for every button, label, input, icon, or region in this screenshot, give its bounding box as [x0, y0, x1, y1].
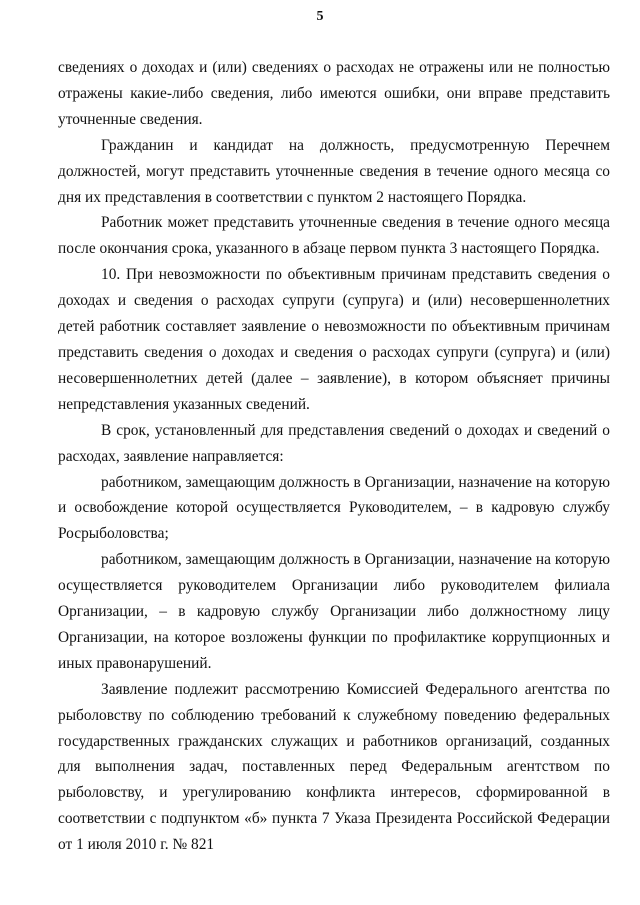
paragraph-recipient-rosrybolovstvo: работником, замещающим должность в Организации, назначение на которую и освобождение которой осуществляется Руководителем, – в кадровую службу Росрыболовства; — [58, 473, 610, 543]
page-number: 5 — [316, 9, 324, 24]
paragraph-continuation: сведениях о доходах и (или) сведениях о расходах не отражены или не полностью отражены какие-либо сведения, либо имеются ошибки, они вправе представить уточненные сведения. — [58, 59, 610, 128]
paragraph-employee-correction: Работник может представить уточненные сведения в течение одного месяца после окончания срока, указанного в абзаце первом пункта 3 настоящего Порядка. — [58, 214, 610, 258]
paragraph-deadline: В срок, установленный для представления сведений о доходах и сведений о расходах, заявление направляется: — [58, 421, 610, 465]
paragraph-commission-review: Заявление подлежит рассмотрению Комиссией Федерального агентства по рыболовству по соблюдению требований к служебному поведению федеральных государственных гражданских служащих и работников организаций, созданных для выполнения задач, поставленных перед Федеральным агентством по рыболовству, и урегулированию конфликта интересов, сформированной в соответствии с подпунктом «б» пункта 7 Указа Президента Российской Федерации от 1 июля 2010 г. № 821 — [58, 680, 610, 854]
paragraph-recipient-organization: работником, замещающим должность в Организации, назначение на которую осуществляется руководителем Организации либо руководителем филиала Организации, – в кадровую службу Организации либо должностному лицу Организации, на которое возложены функции по профилактике коррупционных и иных правонарушений. — [58, 551, 610, 672]
document-body — [58, 55, 610, 858]
paragraph-item-10: 10. При невозможности по объективным причинам представить сведения о доходах и сведения о расходах супруги (супруга) и (или) несовершеннолетних детей работник составляет заявление о невозможности по объективным причинам представить сведения о доходах и сведения о расходах супруги (супруга) и (или) несовершеннолетних детей (далее – заявление), в котором объясняет причины непредставления указанных сведений. — [58, 266, 610, 413]
paragraph-candidate-correction: Гражданин и кандидат на должность, предусмотренную Перечнем должностей, могут представить уточненные сведения в течение одного месяца со дня их представления в соответствии с пунктом 2 настоящего Порядка. — [58, 136, 610, 206]
